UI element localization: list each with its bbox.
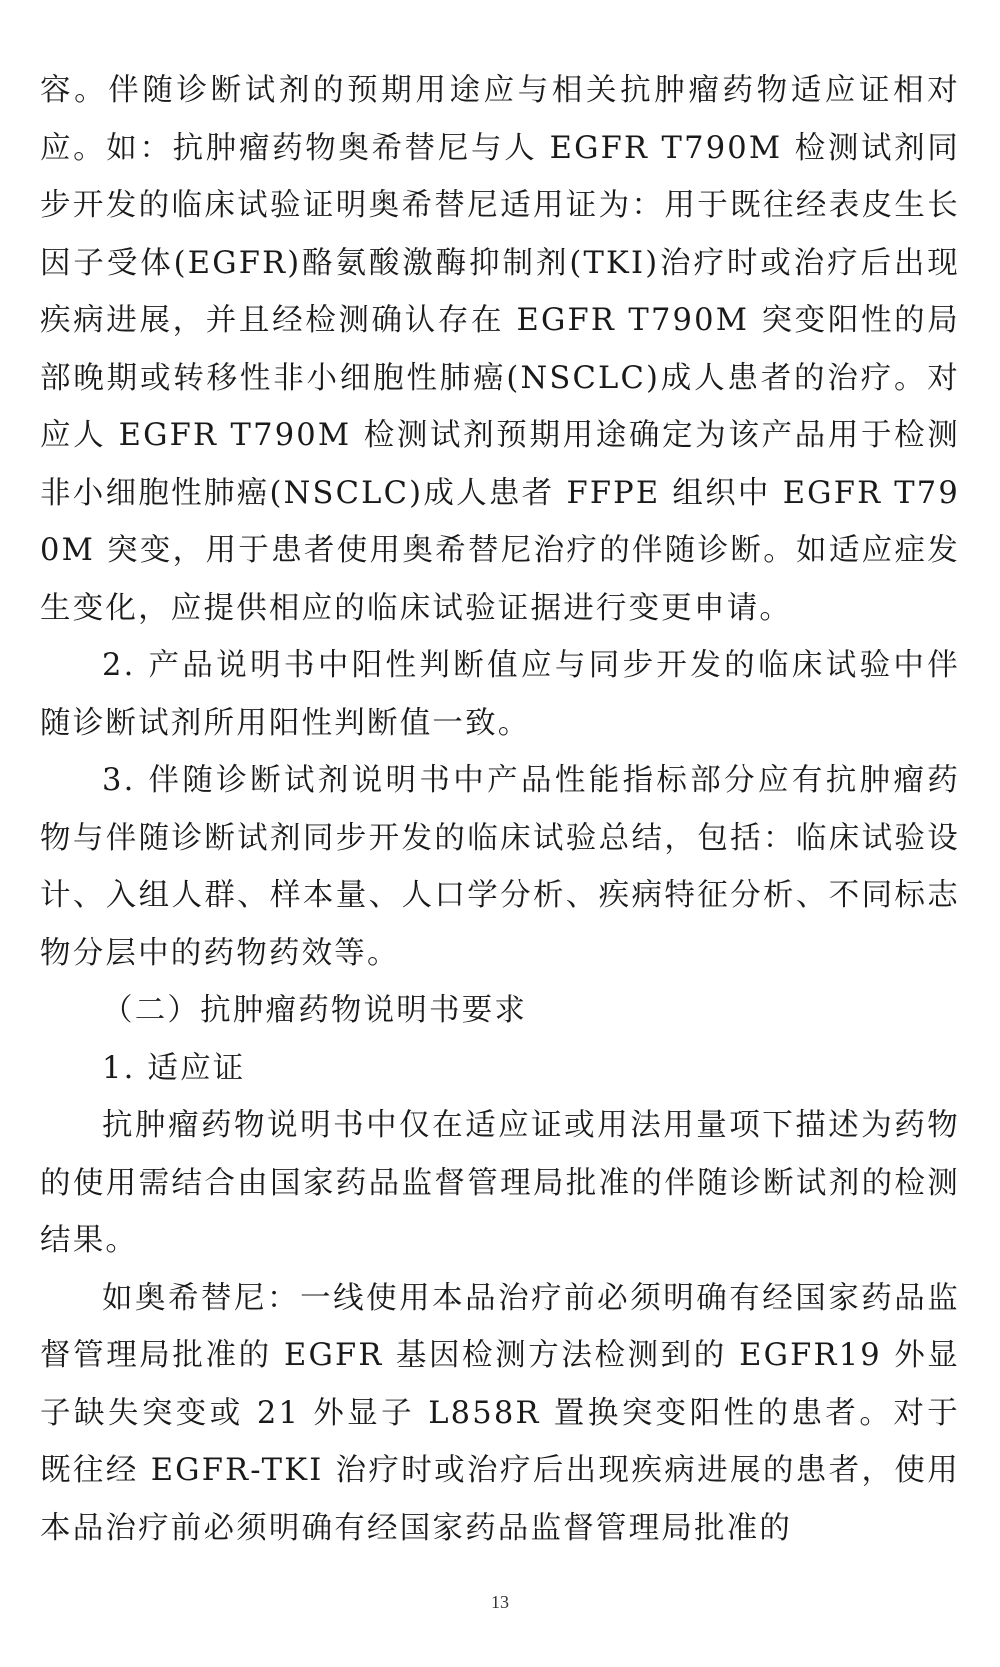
- paragraph-indication-description: 抗肿瘤药物说明书中仅在适应证或用法用量项下描述为药物的使用需结合由国家药品监督管理局批准的伴随诊断试剂的检测结果。: [40, 1108, 960, 1258]
- document-body: [40, 62, 960, 1557]
- paragraph-osimertinib-example: 如奥希替尼：一线使用本品治疗前必须明确有经国家药品监督管理局批准的 EGFR 基因检测方法检测到的 EGFR19 外显子缺失突变或 21 外显子 L858R 置换突变阳性的患者。对于既往经 EGFR-TKI 治疗时或治疗后出现疾病进展的患者，使用本品治疗前必须明确有经国家药品监督管理局批准的: [40, 1280, 960, 1546]
- page-number: 13: [491, 1592, 509, 1612]
- paragraph-indication-example: 容。伴随诊断试剂的预期用途应与相关抗肿瘤药物适应证相对应。如：抗肿瘤药物奥希替尼与人 EGFR T790M 检测试剂同步开发的临床试验证明奥希替尼适用证为：用于既往经表皮生长因子受体(EGFR)酪氨酸激酶抑制剂(TKI)治疗时或治疗后出现疾病进展，并且经检测确认存在 EGFR T790M 突变阳性的局部晚期或转移性非小细胞性肺癌(NSCLC)成人患者的治疗。对应人 EGFR T790M 检测试剂预期用途确定为该产品用于检测非小细胞性肺癌(NSCLC)成人患者 FFPE 组织中 EGFR T790M 突变，用于患者使用奥希替尼治疗的伴随诊断。如适应症发生变化，应提供相应的临床试验证据进行变更申请。: [40, 73, 960, 626]
- paragraph-item-2: 2. 产品说明书中阳性判断值应与同步开发的临床试验中伴随诊断试剂所用阳性判断值一致。: [40, 648, 960, 741]
- paragraph-item-3: 3. 伴随诊断试剂说明书中产品性能指标部分应有抗肿瘤药物与伴随诊断试剂同步开发的临床试验总结，包括：临床试验设计、入组人群、样本量、人口学分析、疾病特征分析、不同标志物分层中的药物药效等。: [40, 763, 960, 971]
- section-heading: （二）抗肿瘤药物说明书要求: [102, 993, 528, 1028]
- subsection-heading: 1. 适应证: [102, 1050, 246, 1086]
